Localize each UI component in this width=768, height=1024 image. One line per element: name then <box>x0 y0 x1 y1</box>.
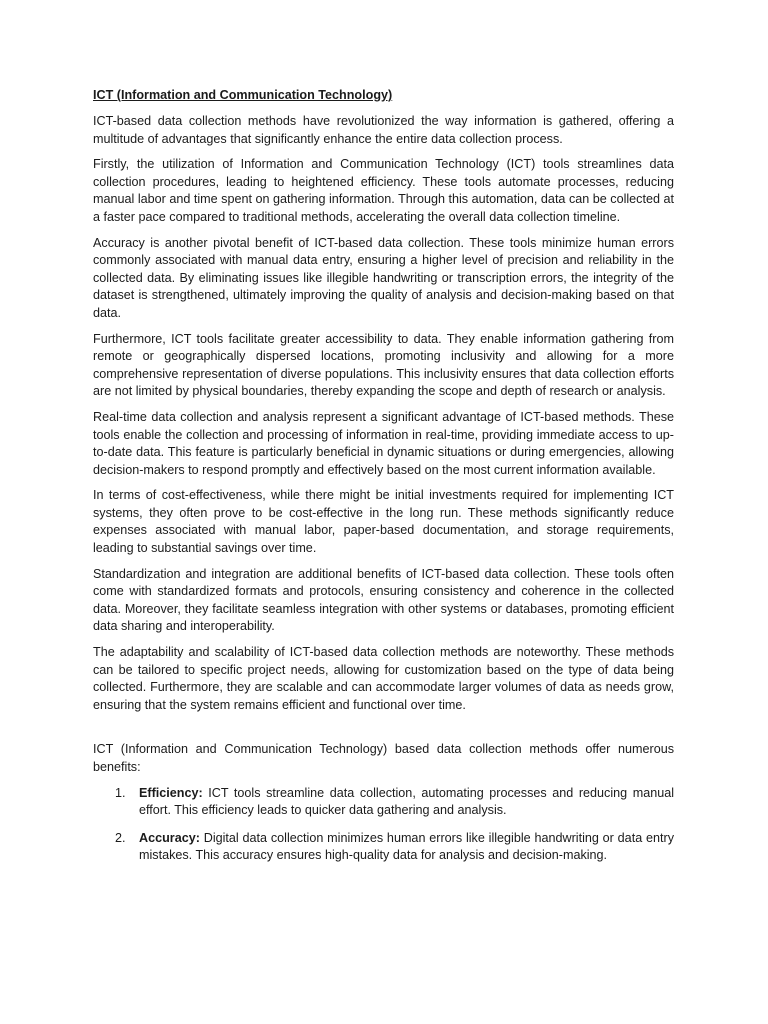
paragraph-accessibility: Furthermore, ICT tools facilitate greater accessibility to data. They enable information gathering from remote or geographically dispersed locations, promoting inclusivity and allowing for a more comprehensive representation of diverse populations. This inclusivity ensures that data collection efforts are not limited by physical boundaries, thereby expanding the scope and depth of research or analysis. <box>93 331 674 399</box>
list-item <box>115 830 674 865</box>
list-text: Digital data collection minimizes human errors like illegible handwriting or data entry mistakes. This accuracy ensures high-quality data for analysis and decision-making. <box>139 830 674 863</box>
paragraph-intro: ICT-based data collection methods have revolutionized the way information is gathered, offering a multitude of advantages that significantly enhance the entire data collection process. <box>93 114 674 146</box>
paragraph-accuracy: Accuracy is another pivotal benefit of ICT-based data collection. These tools minimize human errors commonly associated with manual data entry, ensuring a higher level of precision and reliability in the collected data. By eliminating issues like illegible handwriting or transcription errors, the integrity of the dataset is strengthened, ultimately improving the quality of analysis and decision-making based on that data. <box>93 235 674 320</box>
paragraph-efficiency: Firstly, the utilization of Information and Communication Technology (ICT) tools streamlines data collection procedures, leading to heightened efficiency. These tools automate processes, reducing manual labor and time spent on gathering information. Through this automation, data can be collected at a faster pace compared to traditional methods, accelerating the overall data collection timeline. <box>93 157 674 224</box>
summary-intro: ICT (Information and Communication Technology) based data collection methods offer numerous benefits: <box>93 742 674 774</box>
paragraph-adaptability: The adaptability and scalability of ICT-based data collection methods are noteworthy. These methods can be tailored to specific project needs, allowing for customization based on the type of data being collected. Furthermore, they are scalable and can accommodate larger volumes of data as needs grow, ensuring that the system remains efficient and functional over time. <box>93 645 674 712</box>
list-number: 2. <box>115 830 126 845</box>
list-item <box>115 785 675 820</box>
paragraph-standardization: Standardization and integration are additional benefits of ICT-based data collection. These tools often come with standardized formats and protocols, ensuring consistency and coherence in the collected data. Moreover, they facilitate seamless integration with other systems or databases, promoting efficient data sharing and interoperability. <box>93 566 674 634</box>
list-text: ICT tools streamline data collection, automating processes and reducing manual effort. This efficiency leads to quicker data gathering and analysis. <box>139 785 675 818</box>
list-term: Efficiency: <box>139 785 209 800</box>
paragraph-real-time: Real-time data collection and analysis represent a significant advantage of ICT-based methods. These tools enable the collection and processing of information in real-time, providing immediate access to up-to-date data. This feature is particularly beneficial in dynamic situations or during emergencies, allowing decision-makers to respond promptly and effectively based on the most current information available. <box>93 409 674 477</box>
benefits-list <box>93 785 674 865</box>
paragraph-cost-effectiveness: In terms of cost-effectiveness, while there might be initial investments required for implementing ICT systems, they often prove to be cost-effective in the long run. These methods significantly reduce expenses associated with manual labor, paper-based documentation, and storage requirements, leading to substantial savings over time. <box>93 488 674 556</box>
document-title: ICT (Information and Communication Technology) <box>93 88 393 102</box>
list-term: Accuracy: <box>139 830 204 845</box>
list-number: 1. <box>115 785 126 800</box>
